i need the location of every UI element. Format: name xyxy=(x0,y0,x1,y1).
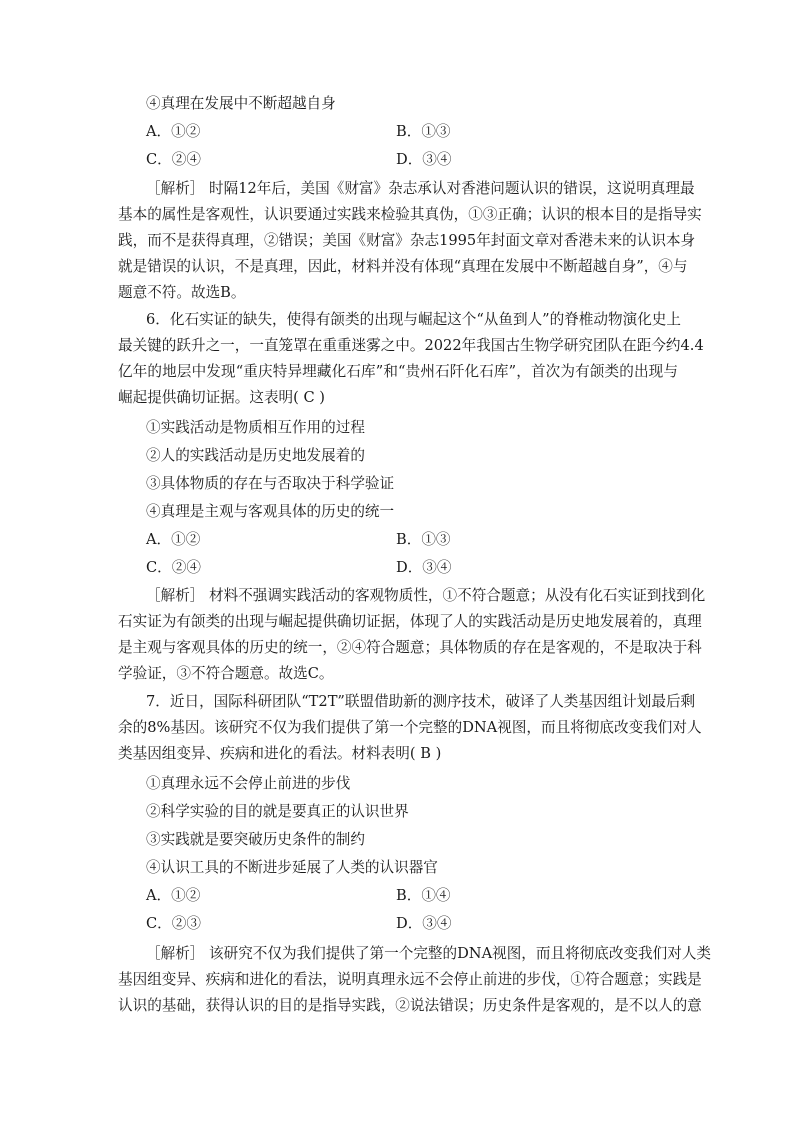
q6-option-a: A．①② xyxy=(146,531,201,548)
q6-option-b: B．①③ xyxy=(396,531,451,548)
q6-stem-line: 亿年的地层中发现“重庆特异埋藏化石库”和“贵州石阡化石库”，首次为有颌类的出现与 xyxy=(118,363,678,380)
q5-option-a: A．①② xyxy=(146,123,201,140)
q6-stem-line: 最关键的跃升之一，一直笼罩在重重迷雾之中。2022年我国古生物学研究团队在距今约4.4 xyxy=(118,337,704,354)
q6-analysis-line: 石实证为有颌类的出现与崛起提供确切证据，体现了人的实践活动是历史地发展着的，真理 xyxy=(118,613,702,630)
q6-item: ④真理是主观与客观具体的历史的统一 xyxy=(146,503,395,520)
q7-option-c: C．②③ xyxy=(146,915,201,932)
q7-option-b: B．①④ xyxy=(396,887,451,904)
q7-item: ④认识工具的不断进步延展了人类的认识器官 xyxy=(146,859,438,876)
q7-item: ②科学实验的目的就是要真正的认识世界 xyxy=(146,803,409,820)
q7-stem-line: 余的8%基因。该研究不仅为我们提供了第一个完整的DNA视图，而且将彻底改变我们对人 xyxy=(118,719,702,736)
q7-option-a: A．①② xyxy=(146,887,201,904)
q7-stem-line: 7．近日，国际科研团队“T2T”联盟借助新的测序技术，破译了人类基因组计划最后剩 xyxy=(146,693,696,710)
q5-option-d: D．③④ xyxy=(396,151,452,168)
q7-stem-line: 类基因组变异、疾病和进化的看法。材料表明( B ) xyxy=(118,745,442,762)
q7-option-d: D．③④ xyxy=(396,915,452,932)
q7-analysis-line: 认识的基础，获得认识的目的是指导实践，②说法错误；历史条件是客观的，是不以人的意 xyxy=(118,997,702,1014)
q7-item: ③实践就是要突破历史条件的制约 xyxy=(146,831,365,848)
q5-item-4: ④真理在发展中不断超越自身 xyxy=(146,95,336,112)
q5-option-b: B．①③ xyxy=(396,123,451,140)
q6-item: ②人的实践活动是历史地发展着的 xyxy=(146,447,365,464)
q7-analysis-line: 基因组变异、疾病和进化的看法，说明真理永远不会停止前进的步伐，①符合题意；实践是 xyxy=(118,971,702,988)
q5-analysis-line: 题意不符。故选B。 xyxy=(118,284,246,301)
q6-item: ①实践活动是物质相互作用的过程 xyxy=(146,419,365,436)
q7-analysis-line: ［解析］ 该研究不仅为我们提供了第一个完整的DNA视图，而且将彻底改变我们对人类 xyxy=(146,945,712,962)
q5-analysis-line: ［解析］ 时隔12年后，美国《财富》杂志承认对香港问题认识的错误，这说明真理最 xyxy=(146,180,695,197)
q6-analysis-line: ［解析］ 材料不强调实践活动的客观物质性，①不符合题意；从没有化石实证到找到化 xyxy=(146,587,706,604)
q6-stem-line: 崛起提供确切证据。这表明( C ) xyxy=(118,389,325,406)
q6-analysis-line: 是主观与客观具体的历史的统一，②④符合题意；具体物质的存在是客观的，不是取决于科 xyxy=(118,639,702,656)
q5-analysis-line: 基本的属性是客观性，认识要通过实践来检验其真伪，①③正确；认识的根本目的是指导实 xyxy=(118,206,702,223)
q7-item: ①真理永远不会停止前进的步伐 xyxy=(146,775,351,792)
q6-option-c: C．②④ xyxy=(146,559,201,576)
q5-analysis-line: 就是错误的认识，不是真理，因此，材料并没有体现“真理在发展中不断超越自身”，④与 xyxy=(118,258,688,275)
q6-stem-line: 6．化石实证的缺失，使得有颌类的出现与崛起这个“从鱼到人”的脊椎动物演化史上 xyxy=(146,311,681,328)
q6-analysis-line: 学验证，③不符合题意。故选C。 xyxy=(118,665,334,682)
q6-item: ③具体物质的存在与否取决于科学验证 xyxy=(146,475,395,492)
q5-analysis-line: 践，而不是获得真理，②错误；美国《财富》杂志1995年封面文章对香港未来的认识本身 xyxy=(118,232,696,249)
q6-option-d: D．③④ xyxy=(396,559,452,576)
q5-option-c: C．②④ xyxy=(146,151,201,168)
